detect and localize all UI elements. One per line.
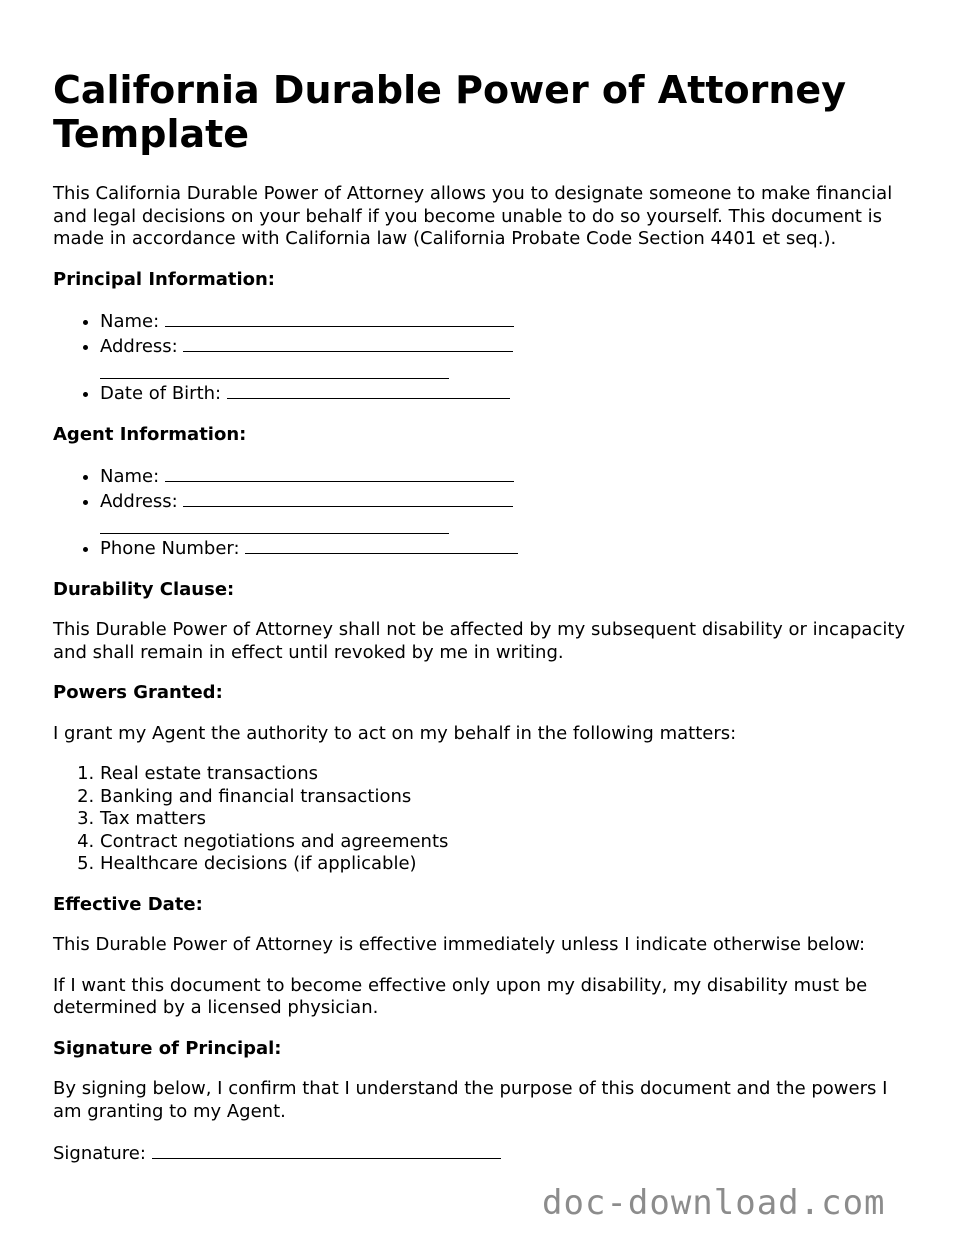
principal-address-blank[interactable]: [183, 334, 513, 352]
principal-fields: [53, 309, 913, 406]
list-item: 1. Real estate transactions: [100, 763, 913, 786]
list-item: 3. Tax matters: [100, 808, 913, 831]
agent-fields: [53, 464, 913, 561]
agent-phone-blank[interactable]: [245, 536, 518, 554]
principal-dob-field: [100, 381, 913, 406]
agent-address-blank-line2[interactable]: [100, 513, 449, 534]
field-label: Address:: [100, 335, 178, 357]
signature-blank[interactable]: [152, 1141, 501, 1159]
field-label: Phone Number:: [100, 538, 240, 559]
field-label: Date of Birth:: [100, 383, 222, 404]
document-page: [53, 68, 913, 1184]
list-item: 2. Banking and financial transactions: [100, 786, 913, 809]
intro-paragraph: This California Durable Power of Attorney allows you to designate someone to make financial and legal decisions on your behalf if you become unable to do so yourself. This document is made in accordance with California law (California Probate Code Section 4401 et seq.).: [53, 183, 893, 249]
agent-name-blank[interactable]: [165, 464, 514, 482]
principal-heading: Principal Information:: [53, 268, 276, 290]
agent-address-blank[interactable]: [183, 489, 513, 507]
powers-list: [53, 763, 913, 876]
watermark: doc-download.com: [542, 1183, 886, 1223]
list-item: 4. Contract negotiations and agreements: [100, 831, 913, 854]
powers-intro: I grant my Agent the authority to act on my behalf in the following matters:: [53, 722, 737, 744]
field-label: Signature:: [53, 1143, 146, 1164]
principal-address-field: [100, 334, 913, 380]
effective-heading: Effective Date:: [53, 893, 203, 915]
powers-heading: Powers Granted:: [53, 682, 223, 703]
agent-heading: Agent Information:: [53, 423, 247, 445]
durability-text: This Durable Power of Attorney shall not be affected by my subsequent disability or incapacity and shall remain in effect until revoked by me in writing.: [53, 619, 906, 663]
field-label: Address:: [100, 490, 178, 512]
principal-dob-blank[interactable]: [227, 381, 510, 399]
signature-heading: Signature of Principal:: [53, 1037, 282, 1059]
effective-text-2: If I want this document to become effective only upon my disability, my disability must be determined by a licensed physician.: [53, 974, 868, 1018]
principal-name-blank[interactable]: [165, 309, 514, 327]
document-title: California Durable Power of Attorney Template: [53, 68, 846, 156]
agent-address-field: [100, 489, 913, 535]
signature-text: By signing below, I confirm that I understand the purpose of this document and the powers I am granting to my Agent.: [53, 1078, 888, 1122]
effective-text-1: This Durable Power of Attorney is effective immediately unless I indicate otherwise below:: [53, 934, 866, 955]
principal-address-blank-line2[interactable]: [100, 358, 449, 379]
durability-heading: Durability Clause:: [53, 578, 235, 600]
agent-name-field: [100, 464, 913, 489]
principal-name-field: [100, 309, 913, 334]
signature-field: [53, 1141, 913, 1166]
field-label: Name:: [100, 466, 160, 487]
field-label: Name:: [100, 311, 160, 332]
list-item: 5. Healthcare decisions (if applicable): [100, 853, 913, 876]
agent-phone-field: [100, 536, 913, 561]
